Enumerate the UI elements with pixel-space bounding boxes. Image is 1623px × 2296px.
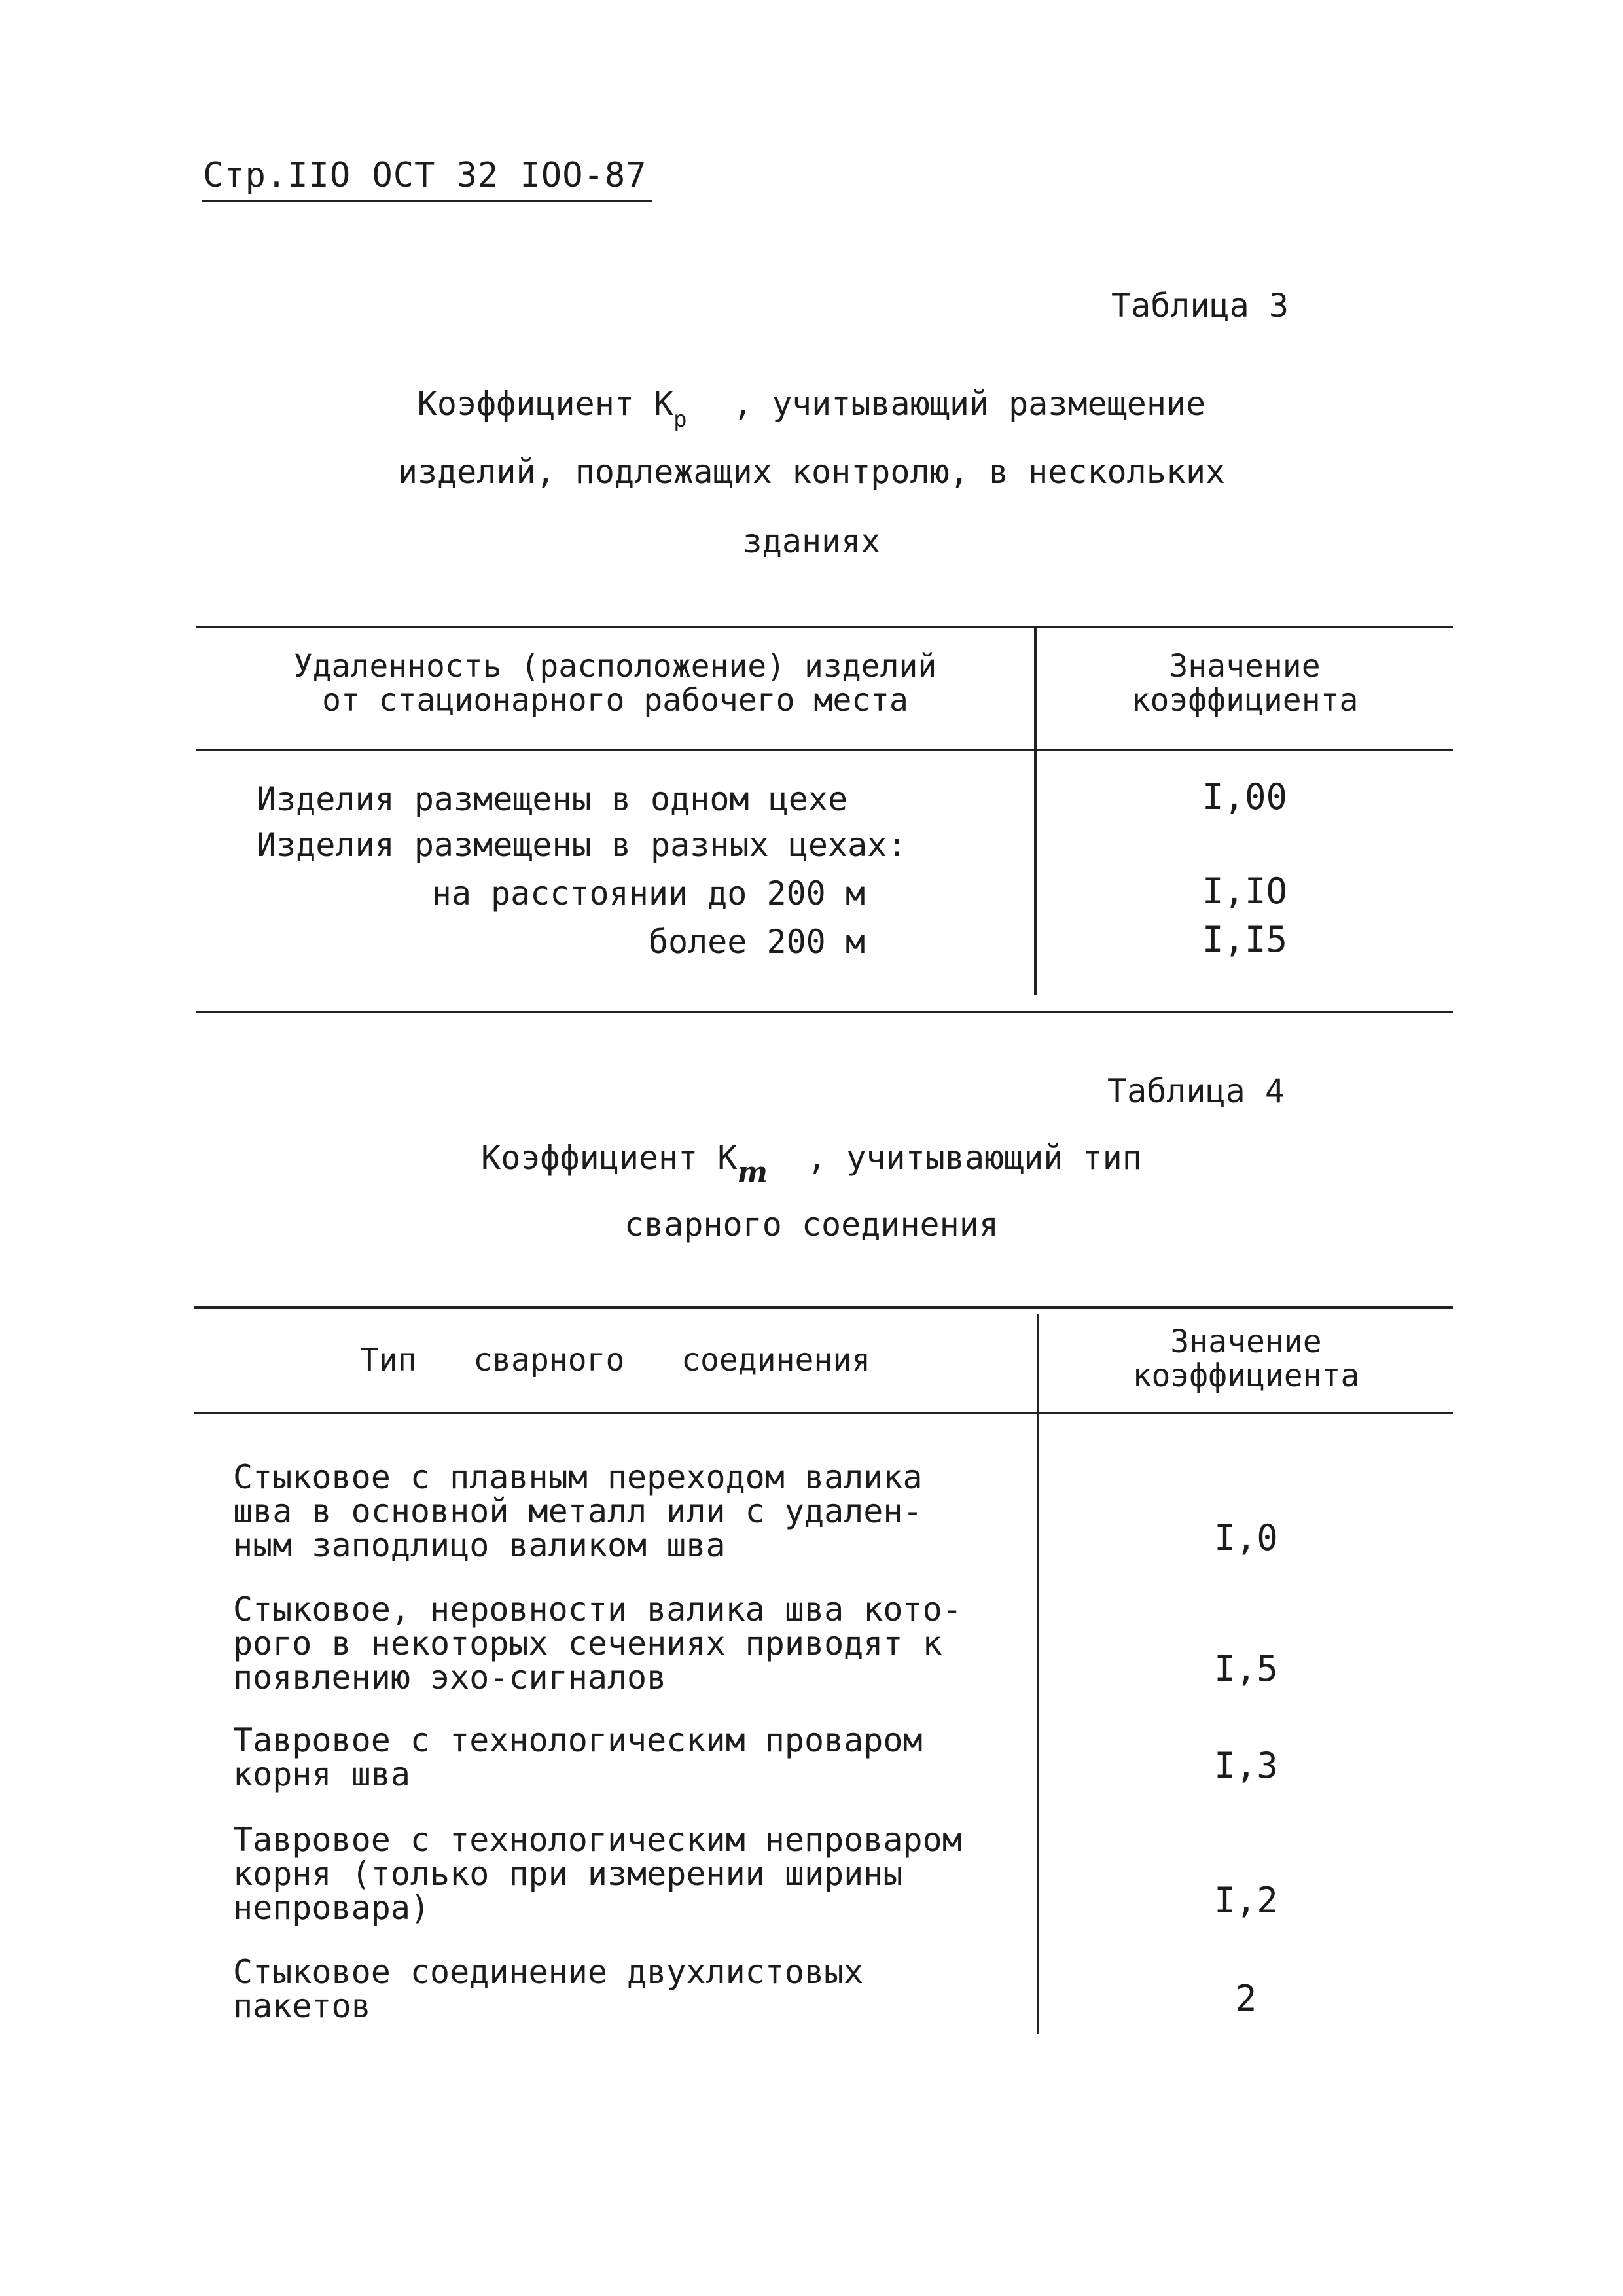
table4-row-line: корня (только при измерении ширины [233, 1855, 903, 1893]
table4-row-line: корня шва [233, 1755, 410, 1793]
table4-label: Таблица 4 [1107, 1072, 1285, 1110]
table3-row-value: I,I5 [1202, 919, 1288, 960]
table4-row-line: Стыковое, неровности валика шва кото- [233, 1590, 962, 1628]
table4-row-value: 2 [1235, 1978, 1257, 2019]
page-header: Стр.IIO ОСТ 32 IOO-87 [203, 156, 647, 195]
table4-row-line: ным заподлицо валиком шва [233, 1526, 726, 1564]
table4-header-rule [194, 1412, 1453, 1414]
table4-title-prefix: Коэффициент K [481, 1139, 738, 1177]
table4-title-line1 [0, 1139, 1623, 1189]
table3-col1-header-line2: от стационарного рабочего места [322, 682, 908, 719]
table4-col2-header-line2: коэффициента [1132, 1357, 1360, 1394]
table3-row-label: Изделия размещены в разных цехах: [257, 826, 907, 864]
table4-top-rule [194, 1306, 1453, 1309]
table3-title-subscript: р [673, 406, 687, 433]
table4-title-line2: сварного соединения [624, 1206, 999, 1244]
table4-row-value: I,2 [1214, 1880, 1278, 1921]
table4-row-value: I,3 [1214, 1745, 1278, 1786]
header-underline [202, 200, 652, 202]
table3-bottom-rule [196, 1011, 1453, 1013]
table3-top-rule [196, 626, 1453, 628]
table4-row-line: Стыковое соединение двухлистовых [233, 1953, 864, 1991]
table4-row-line: Стыковое с плавным переходом валика [233, 1458, 923, 1496]
table3-title-prefix: Коэффициент K [417, 385, 674, 423]
table4-row-line: Тавровое с технологическим проваром [233, 1721, 923, 1759]
table3-row-label: более 200 м [648, 923, 865, 961]
table4-row-line: пакетов [233, 1987, 371, 2025]
table3-header-rule [196, 749, 1453, 751]
table3-row-label: на расстоянии до 200 м [431, 874, 865, 912]
table3-col1-header-line1: Удаленность (расположение) изделий [293, 648, 937, 685]
table3-title-line1 [0, 385, 1623, 433]
table3-label: Таблица 3 [1111, 287, 1289, 325]
table4-title-suffix: , учитывающий тип [807, 1139, 1142, 1177]
table4-row-value: I,0 [1214, 1517, 1278, 1558]
table3-title-line2: изделий, подлежащих контролю, в нескольких [397, 453, 1226, 491]
table4-col1-header: Тип сварного соединения [359, 1342, 871, 1378]
table4-title-subscript: m [737, 1156, 768, 1189]
table4-col2-header-line1: Значение [1170, 1323, 1322, 1360]
table4-row-line: появлению эхо-сигналов [233, 1659, 667, 1696]
table4-row-line: шва в основной металл или с удален- [233, 1492, 923, 1530]
table4-row-line: Тавровое с технологическим непроваром [233, 1821, 962, 1859]
table3-title-suffix: , учитывающий размещение [732, 385, 1206, 423]
table3-row-value: I,00 [1202, 776, 1288, 817]
table4-row-line: непровара) [233, 1889, 431, 1927]
table3-col2-header-line1: Значение [1169, 648, 1321, 685]
table4-row-value: I,5 [1214, 1648, 1278, 1689]
table3-col2-header-line2: коэффициента [1131, 682, 1359, 719]
table3-row-value: I,IO [1202, 870, 1288, 912]
table3-title-line3: зданиях [742, 522, 881, 560]
table3-row-label: Изделия размещены в одном цехе [257, 780, 848, 818]
table4-row-line: рого в некоторых сечениях приводят к [233, 1624, 942, 1662]
